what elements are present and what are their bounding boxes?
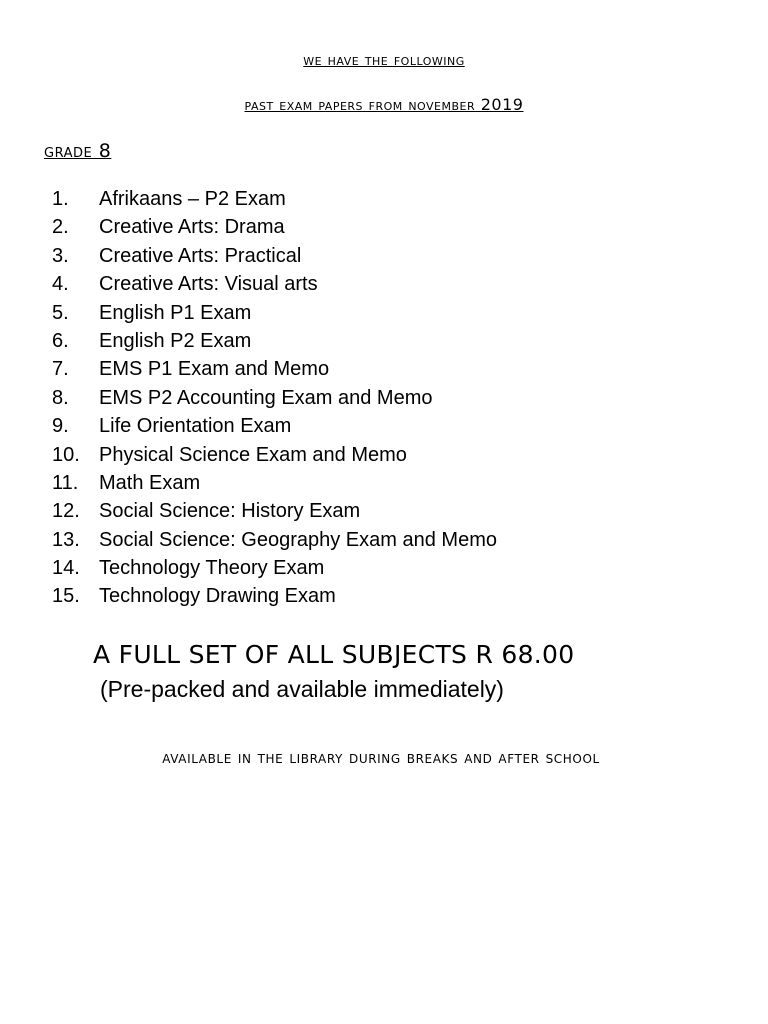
subject-label: Creative Arts: Drama xyxy=(99,216,285,239)
subject-label: Social Science: Geography Exam and Memo xyxy=(99,528,497,551)
pre-packed-note: (Pre-packed and available immediately) xyxy=(100,676,504,702)
subject-label: Technology Drawing Exam xyxy=(99,585,336,608)
list-number: 13. xyxy=(52,528,80,551)
subject-label: EMS P2 Accounting Exam and Memo xyxy=(99,386,433,409)
subject-label: Afrikaans – P2 Exam xyxy=(99,188,286,210)
list-item xyxy=(52,270,497,298)
list-number: 12. xyxy=(52,500,80,523)
subject-label: Technology Theory Exam xyxy=(99,557,325,580)
list-item xyxy=(52,469,497,497)
list-number: 10. xyxy=(52,443,80,466)
list-number: 4. xyxy=(52,273,69,296)
list-item xyxy=(52,412,497,440)
availability-notice: available in the library during breaks and after school xyxy=(162,748,600,768)
subject-label: Physical Science Exam and Memo xyxy=(99,443,407,466)
list-item xyxy=(52,384,497,412)
subject-list xyxy=(52,185,497,611)
list-number: 2. xyxy=(52,216,69,239)
list-number: 5. xyxy=(52,301,69,324)
subject-label: Creative Arts: Visual arts xyxy=(99,273,318,296)
subject-label: EMS P1 Exam and Memo xyxy=(99,358,330,381)
header-line-2: past exam papers from november 2019 xyxy=(244,95,524,114)
list-number: 11. xyxy=(52,471,79,494)
subject-label: Social Science: History Exam xyxy=(99,500,361,523)
list-item xyxy=(52,185,497,213)
subject-label: Creative Arts: Practical xyxy=(99,244,302,267)
list-item xyxy=(52,582,497,610)
subject-label: Math Exam xyxy=(99,471,201,494)
list-item xyxy=(52,213,497,241)
list-item xyxy=(52,441,497,469)
list-number: 9. xyxy=(52,415,69,438)
list-number: 7. xyxy=(52,358,69,381)
header-line-1: we have the following xyxy=(303,50,465,69)
list-number: 15. xyxy=(52,585,80,608)
full-set-offer: A FULL SET OF ALL SUBJECTS R 68.00 xyxy=(93,640,575,669)
list-number: 6. xyxy=(52,329,69,352)
list-item xyxy=(52,299,497,327)
subject-label: English P2 Exam xyxy=(99,329,252,352)
list-item xyxy=(52,526,497,554)
list-number: 14. xyxy=(52,557,80,580)
list-number: 8. xyxy=(52,386,69,409)
subject-label: Life Orientation Exam xyxy=(99,415,292,438)
list-item xyxy=(52,327,497,355)
subject-label: English P1 Exam xyxy=(99,301,252,324)
list-item xyxy=(52,554,497,582)
list-item xyxy=(52,497,497,525)
list-item xyxy=(52,355,497,383)
list-number: 1. xyxy=(52,188,69,210)
list-number: 3. xyxy=(52,244,69,267)
grade-heading: grade 8 xyxy=(44,140,112,162)
list-item xyxy=(52,242,497,270)
